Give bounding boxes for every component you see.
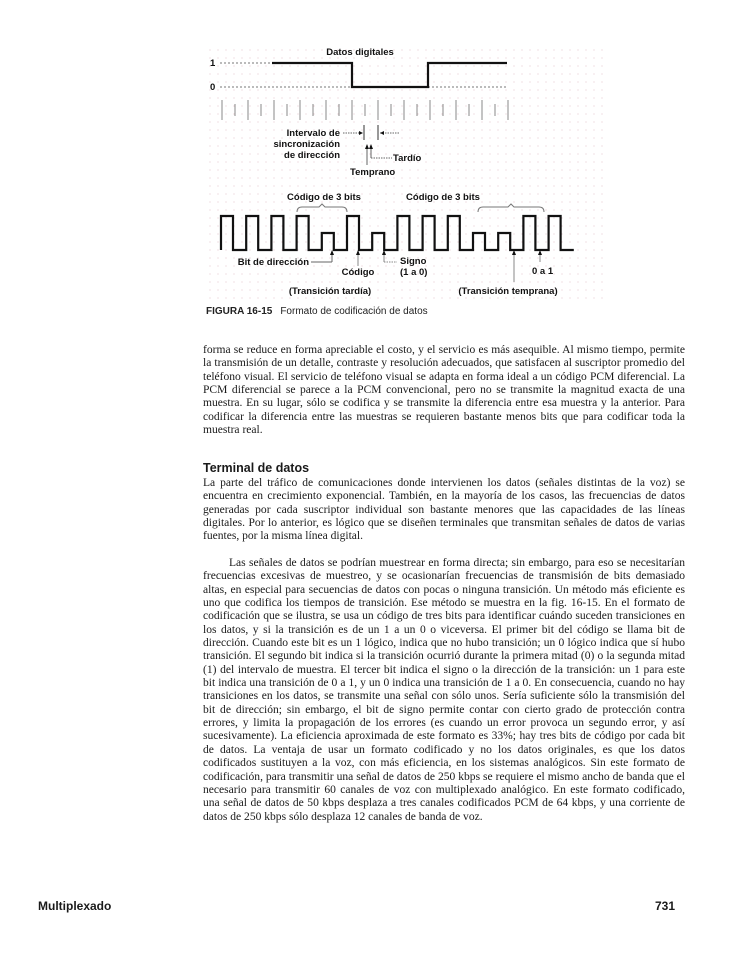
code-label: Código — [341, 267, 375, 278]
paragraph-1: forma se reduce en forma apreciable el costo, y el servicio es más asequible. Al mismo tiempo, permite la transmisión de un detalle, contraste y resolución adecuados, que satisfacen al suscriptor promedio del teléfono visual. El servicio de teléfono visual se adapta en forma ideal a un código PCM diferencial. La PCM diferencial se parece a la PCM convencional, pero no se transmite la magnitud exacta de una muestra. En su lugar, sólo se codifica y se transmite la diferencia entre esa muestra y la anterior. Para codificar la diferencia entre las muestras se requieren bastante menos bits que para codificar toda la muestra real. — [203, 344, 685, 437]
direction-bit-label: Bit de dirección — [237, 257, 309, 268]
figure-caption-text: Formato de codificación de datos — [280, 306, 428, 317]
code-label-2: Código de 3 bits — [406, 192, 480, 203]
level-high-label: 1 — [210, 58, 216, 69]
code-label-1: Código de 3 bits — [287, 192, 361, 203]
page-number: 731 — [655, 899, 676, 913]
late-label: Tardío — [393, 153, 422, 164]
paragraph-3: Las señales de datos se podrían muestrear en forma directa; sin embargo, para eso se necesitarían frecuencias excesivas de muestreo, y se ocasionarían frecuencias de transmisión de bits demasiado altas, en especial para secuencias de datos con pocas o ninguna transición. Un método más eficiente es uno que codifica los tiempos de transición. Ese método se muestra en la fig. 16-15. En el formato de codificación que se ilustra, se usa un código de tres bits para identificar cuándo suceden transiciones en los datos, y si la transición es de un 1 a un 0 o viceversa. El primer bit del código se llama bit de dirección. Cuando este bit es un 1 lógico, indica que no hubo transición; un 0 lógico indica que sí hubo transición. El segundo bit indica si la transición ocurrió durante la primera mitad (0) o la segunda mitad (1) del intervalo de muestra. El tercer bit indica el signo o la dirección de la transición: un 1 para este bit indica una transición de 0 a 1, y un 0 indica una transición de 1 a 0. En consecuencia, cuando no hay transiciones en los datos, se transmite una señal con sólo unos. Sería suficiente sólo la transmisión del bit de dirección; sin embargo, el bit de signo permite contar con cierto grado de protección contra errores, y limita la propagación de los errores (es cuando un error provoca un segundo error, y así sucesivamente). La eficiencia aproximada de este formato es 33%; hay tres bits de código por cada bit de datos. La ventaja de usar un formato codificado y no los datos originales, es que los datos codificados sustituyen a la voz, con más eficiencia, en los sistemas analógicos. Sin este formato de codificación, para transmitir una señal de datos de 250 kbps se requiere el mismo ancho de banda que el necesario para transmitir 60 canales de voz con multiplexado analógico. En este formato codificado, una señal de datos de 50 kbps desplaza a tres canales codificados PCM de 64 kbps, y una corriente de datos de 250 kbps sólo desplaza 12 canales de banda de voz. — [203, 557, 685, 823]
figure-number: FIGURA 16-15 — [206, 306, 273, 317]
data-coding-figure — [205, 44, 605, 304]
zero-to-one-label: 0 a 1 — [532, 266, 554, 277]
digital-data-title: Datos digitales — [326, 47, 394, 58]
figure-caption — [206, 306, 428, 317]
early-transition-label: (Transición temprana) — [458, 286, 558, 297]
footer-section-title: Multiplexado — [38, 899, 112, 913]
level-low-label: 0 — [210, 82, 216, 93]
interval-label-line1: Intervalo de — [286, 128, 340, 139]
paragraph-2: La parte del tráfico de comunicaciones donde intervienen los datos (señales distintas de la voz) se encuentra en crecimiento exponencial. También, en la mayoría de los casos, las frecuencias de datos generadas por cada suscriptor individual son bastante menores que las capacidades de las líneas digitales. Por lo anterior, es lógico que se diseñen terminales que transmitan señales de datos de varias fuentes, por la misma línea digital. — [203, 477, 685, 543]
late-transition-label: (Transición tardía) — [288, 286, 372, 297]
section-heading: Terminal de datos — [203, 461, 310, 475]
sign-detail-label: (1 a 0) — [400, 267, 428, 278]
sign-label: Signo — [400, 256, 427, 267]
interval-label-line3: de dirección — [284, 150, 340, 161]
interval-label-line2: sincronización — [273, 139, 340, 150]
early-label: Temprano — [350, 167, 396, 178]
